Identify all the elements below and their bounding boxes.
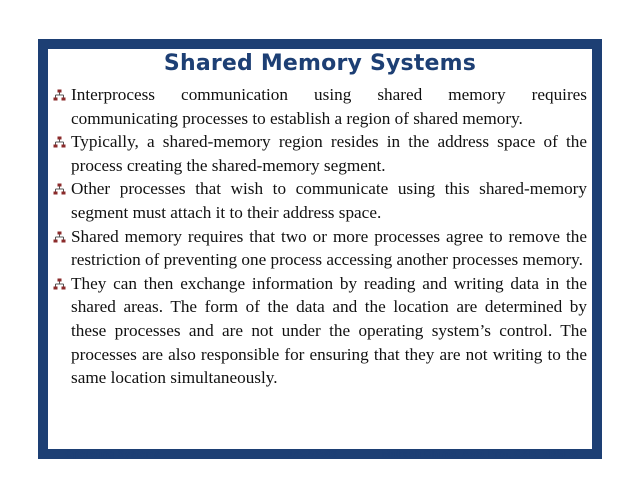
bullet-item bbox=[53, 272, 587, 390]
network-nodes-icon bbox=[53, 89, 66, 101]
slide-footer bbox=[48, 447, 592, 461]
bullet-item bbox=[53, 225, 587, 272]
bullet-text: Shared memory requires that two or more processes agree to remove the restriction of preventing one process accessing another processes memory. bbox=[71, 226, 587, 270]
network-nodes-icon bbox=[53, 183, 66, 195]
bullet-item bbox=[53, 83, 587, 130]
bullet-text: They can then exchange information by reading and writing data in the shared areas. The form of the data and the location are determined by these processes and are not under the operating system’s control. The processes are also responsible for ensuring that they are not writing to the same location simultaneously. bbox=[71, 273, 587, 388]
bullet-text: Interprocess communication using shared memory requires communicating processes to establish a region of shared memory. bbox=[71, 85, 587, 128]
slide-title: Shared Memory Systems bbox=[163, 51, 477, 76]
bullet-text: Typically, a shared-memory region resides in the address space of the process creating the shared-memory segment. bbox=[71, 132, 587, 175]
network-nodes-icon bbox=[53, 231, 66, 243]
footer-code: 14CS3503 bbox=[288, 448, 338, 460]
bullet-list bbox=[53, 83, 587, 390]
bullet-text: Other processes that wish to communicate using this shared-memory segment must attach it to their address space. bbox=[71, 179, 587, 222]
footer-author: Mukesh Chinta, Asst Prof, CSE, VRSEC bbox=[381, 448, 578, 460]
footer-course: Operating Systems bbox=[65, 448, 161, 460]
bullet-item bbox=[53, 130, 587, 177]
network-nodes-icon bbox=[53, 278, 66, 290]
network-nodes-icon bbox=[53, 136, 66, 148]
bullet-item bbox=[53, 177, 587, 224]
